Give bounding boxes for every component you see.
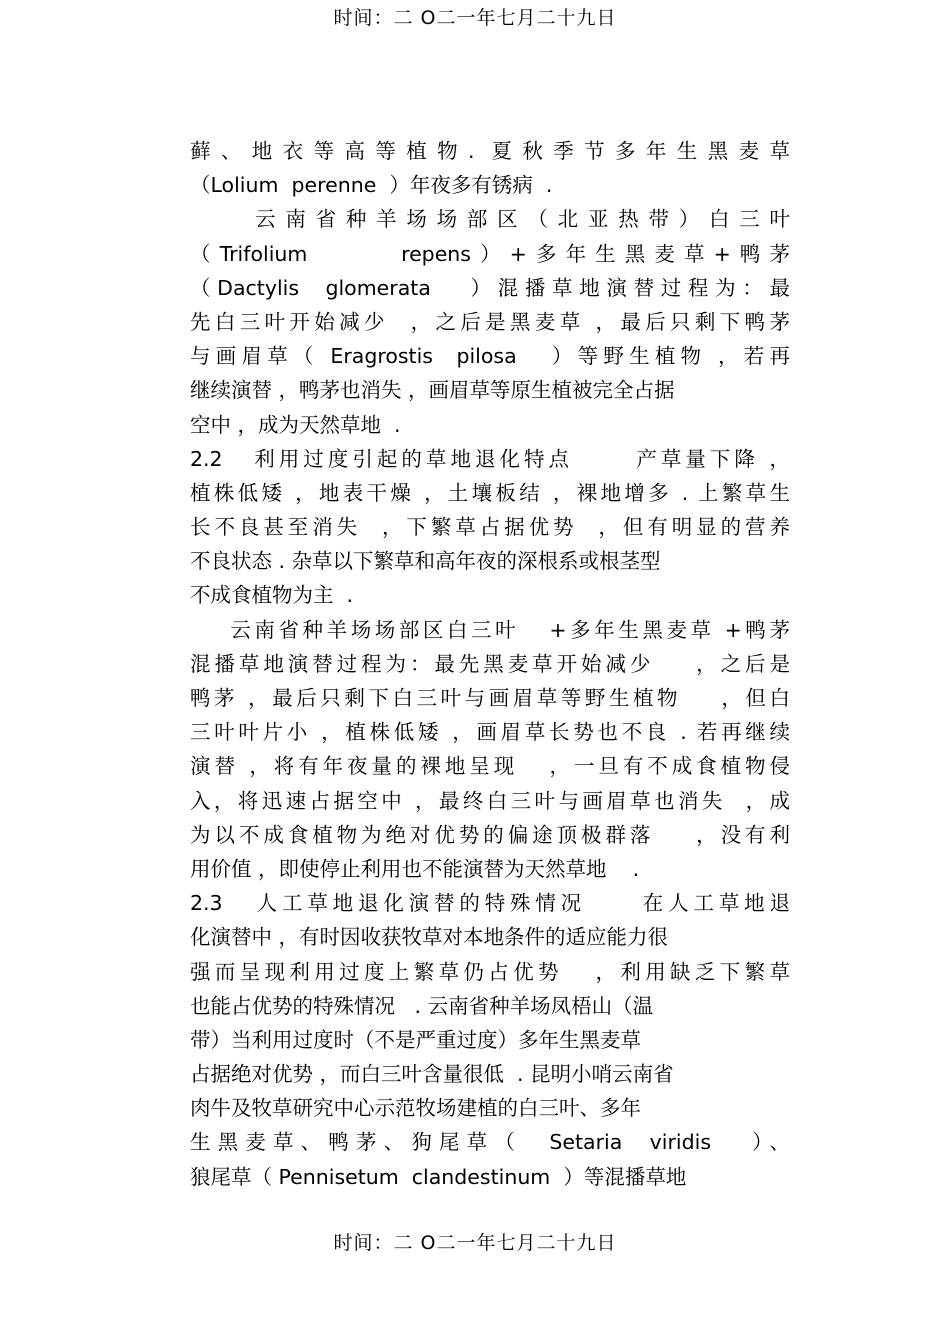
text-line: 先白三叶开始减少 ，之后是黑麦草 ，最后只剩下鸭茅 [190,309,790,334]
text-line: 云南省种羊场场部区白三叶 +多年生黑麦草 +鸭茅 [190,617,790,642]
page-footer: 时间：二 O二一年七月二十九日 [333,1232,617,1254]
document-body [190,134,790,1194]
text-line: 用价值 ，即使停止利用也不能演替为天然草地 . [190,856,640,881]
text-line: 为以不成食植物为绝对优势的偏途顶极群落 ，没有利 [190,822,790,847]
text-line: 生黑麦草、鸭茅、狗尾草（ Setaria viridis ）、 [190,1130,790,1155]
page-header: 时间：二 O二一年七月二十九日 [333,7,617,29]
text-line: 狼尾草（ Pennisetum clandestinum ）等混播草地 [190,1164,687,1189]
text-line: 带）当利用过度时（不是严重过度）多年生黑麦草 [190,1027,641,1052]
text-line: 占据绝对优势 ，而白三叶含量很低 . 昆明小哨云南省 [190,1062,674,1087]
text-line: 化演替中 ，有时因收获牧草对本地条件的适应能力很 [190,925,669,950]
text-line: 演替 ，将有年夜量的裸地呈现 ，一旦有不成食植物侵 [190,754,790,779]
text-line: 藓、地衣等高等植物. 夏秋季节多年生黑麦草 [190,139,790,163]
text-line: （Lolium perenne ）年夜多有锈病 . [190,173,553,198]
text-line: 长不良甚至消失 ，下繁草占据优势 ，但有明显的营养 [190,515,790,540]
text-line: 空中 ，成为天然草地 . [190,412,401,437]
text-line: 强而呈现利用过度上繁草仍占优势 ，利用缺乏下繁草 [190,959,790,984]
text-line: 三叶叶片小 ，植株低矮 ，画眉草长势也不良 . 若再继续 [190,720,790,745]
text-line: 不良状态 . 杂草以下繁草和高年夜的深根系或根茎型 [190,549,661,574]
text-line: 鸭茅 ，最后只剩下白三叶与画眉草等野生植物 ，但白 [190,686,790,710]
text-line: 也能占优势的特殊情况 . 云南省种羊场凤梧山（温 [190,993,654,1018]
text-line: 继续演替 ，鸭茅也消失 ，画眉草等原生植被完全占据 [190,378,675,403]
text-line: 入，将迅速占据空中 ，最终白三叶与画眉草也消失 ，成 [190,788,790,813]
text-line: 肉牛及牧草研究中心示范牧场建植的白三叶、多年 [190,1096,641,1121]
text-line: （Dactylis glomerata ）混播草地演替过程为：最 [190,275,790,300]
text-line: 不成食植物为主 . [190,583,354,608]
text-line: 与画眉草（ Eragrostis pilosa ）等野生植物 ，若再 [190,344,790,369]
text-line: 混播草地演替过程为：最先黑麦草开始减少 ，之后是 [190,651,790,676]
text-line: 云南省种羊场场部区（北亚热带）白三叶 [190,207,790,232]
text-line: （Trifolium repens）+多年生黑麦草+鸭茅 [190,241,790,266]
section-heading-line: 2.3 人工草地退化演替的特殊情况 在人工草地退 [190,891,790,916]
text-line: 植株低矮 ，地表干燥 ，土壤板结 ，裸地增多 . 上繁草生 [190,480,790,505]
section-heading-line: 2.2 利用过度引起的草地退化特点 产草量下降 ， [190,446,790,471]
